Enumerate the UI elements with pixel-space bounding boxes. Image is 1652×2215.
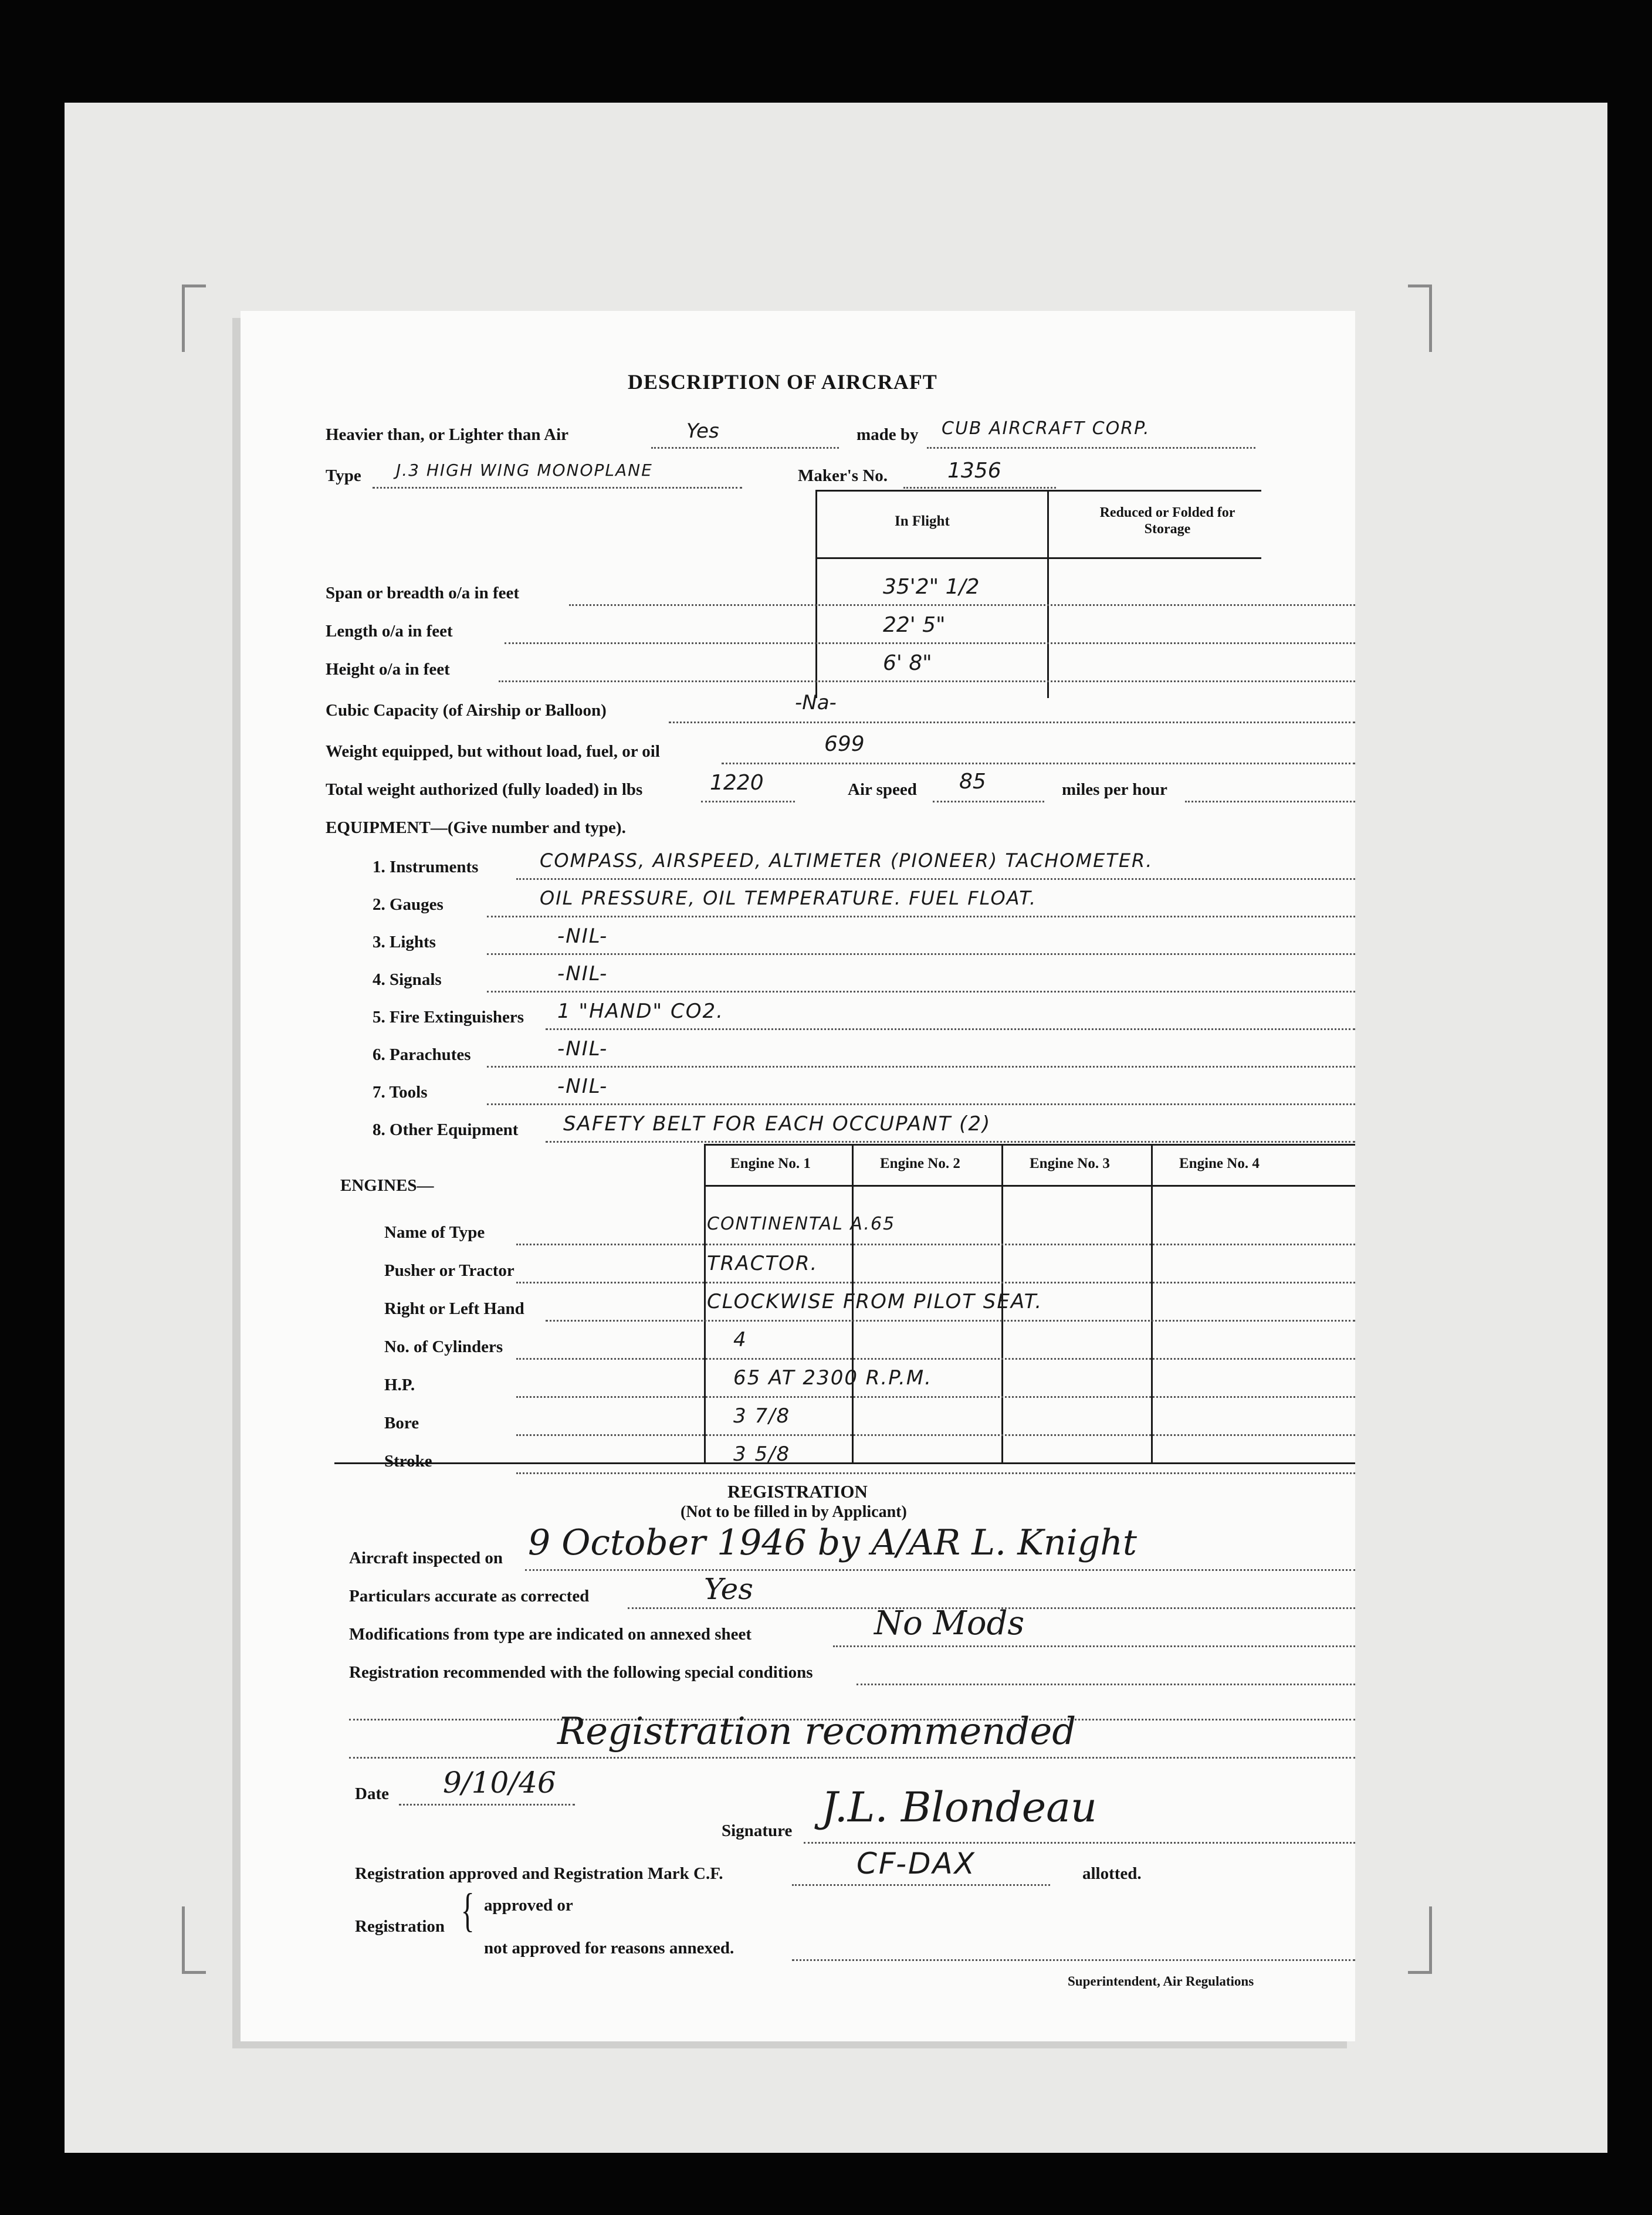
engine-row-value: 3 5/8: [733, 1442, 791, 1466]
dotted-line: [399, 1804, 575, 1806]
registration-title: REGISTRATION: [727, 1481, 868, 1502]
weight-equipped-label: Weight equipped, but without load, fuel, or oil: [326, 742, 660, 761]
type-label: Type: [326, 466, 361, 485]
dotted-line: [669, 722, 1355, 723]
table-border: [815, 490, 1261, 492]
dotted-line: [487, 916, 1355, 917]
engines-heading: ENGINES—: [340, 1176, 434, 1195]
approved-or-label: approved or: [484, 1896, 573, 1915]
inspected-label: Aircraft inspected on: [349, 1549, 503, 1567]
dotted-line: [804, 1842, 1355, 1844]
heavier-lighter-value: Yes: [686, 419, 719, 443]
table-border: [704, 1144, 706, 1464]
height-value: 6' 8": [883, 651, 932, 675]
dotted-line: [792, 1884, 1050, 1886]
table-border: [1047, 490, 1049, 698]
dotted-line: [487, 953, 1355, 955]
modifications-label: Modifications from type are indicated on annexed sheet: [349, 1625, 752, 1644]
height-label: Height o/a in feet: [326, 660, 450, 679]
equipment-label: 1. Instruments: [373, 858, 479, 876]
equipment-heading: EQUIPMENT—(Give number and type).: [326, 818, 626, 837]
equipment-value: OIL PRESSURE, OIL TEMPERATURE. FUEL FLOAT.: [540, 887, 1037, 909]
type-value: J.3 HIGH WING MONOPLANE: [396, 460, 653, 480]
dotted-line: [487, 1066, 1355, 1068]
span-label: Span or breadth o/a in feet: [326, 584, 520, 602]
length-value: 22' 5": [883, 613, 946, 637]
signature-label: Signature: [722, 1821, 793, 1840]
dotted-line: [505, 642, 1355, 644]
dotted-line: [525, 1569, 1355, 1571]
reduced-folded-header: Reduced or Folded for Storage: [1099, 505, 1235, 537]
dotted-line: [1185, 801, 1355, 802]
equipment-label: 3. Lights: [373, 933, 436, 951]
dotted-line: [487, 1103, 1355, 1105]
equipment-label: 5. Fire Extinguishers: [373, 1008, 524, 1027]
particulars-value: Yes: [704, 1572, 753, 1606]
engine-header-3: Engine No. 3: [1030, 1156, 1110, 1171]
dotted-line: [927, 447, 1255, 449]
dotted-line: [933, 801, 1044, 802]
engine-header-2: Engine No. 2: [880, 1156, 960, 1171]
date-label: Date: [355, 1784, 389, 1803]
dotted-line: [516, 1472, 1355, 1474]
equipment-value: -NIL-: [557, 1075, 608, 1098]
length-label: Length o/a in feet: [326, 622, 453, 641]
cubic-capacity-value: -Na-: [795, 691, 837, 714]
heavier-lighter-label: Heavier than, or Lighter than Air: [326, 425, 569, 444]
dotted-line: [516, 1244, 1355, 1245]
air-speed-label: Air speed: [848, 780, 917, 799]
table-border: [1151, 1144, 1153, 1464]
equipment-value: -NIL-: [557, 924, 608, 948]
engine-row-label: No. of Cylinders: [384, 1337, 503, 1356]
brace: {: [461, 1885, 475, 1936]
dotted-line: [903, 487, 1056, 489]
engine-row-label: H.P.: [384, 1376, 415, 1394]
equipment-label: 6. Parachutes: [373, 1045, 471, 1064]
table-rule: [704, 1185, 1355, 1187]
dotted-line: [349, 1757, 1355, 1759]
dotted-line: [546, 1320, 1355, 1322]
dotted-line: [651, 447, 839, 449]
dotted-line: [487, 991, 1355, 993]
dotted-line: [857, 1684, 1355, 1685]
equipment-label: 4. Signals: [373, 970, 442, 989]
engine-row-label: Pusher or Tractor: [384, 1261, 514, 1280]
not-approved-label: not approved for reasons annexed.: [484, 1939, 734, 1957]
registration-label: Registration: [355, 1917, 445, 1936]
dotted-line: [569, 604, 1355, 606]
engine-header-1: Engine No. 1: [730, 1156, 811, 1171]
equipment-label: 2. Gauges: [373, 895, 444, 914]
makers-no-value: 1356: [947, 459, 1001, 483]
dotted-line: [833, 1645, 1355, 1647]
aircraft-description-form: [241, 311, 1355, 2041]
engine-row-label: Right or Left Hand: [384, 1299, 524, 1318]
corner-bracket: [182, 1906, 206, 1974]
engine-row-value: TRACTOR.: [707, 1252, 818, 1275]
mph-label: miles per hour: [1062, 780, 1167, 799]
engine-row-value: 65 AT 2300 R.P.M.: [733, 1366, 932, 1390]
corner-bracket: [182, 285, 206, 352]
equipment-value: -NIL-: [557, 1037, 608, 1061]
dotted-line: [546, 1028, 1355, 1030]
weight-equipped-value: 699: [824, 732, 865, 756]
approved-mark-label: Registration approved and Registration Mark C.F.: [355, 1864, 723, 1883]
modifications-value: No Mods: [874, 1604, 1025, 1642]
dotted-line: [516, 1282, 1355, 1283]
dotted-line: [701, 801, 795, 802]
engine-row-label: Name of Type: [384, 1223, 485, 1242]
equipment-value: SAFETY BELT FOR EACH OCCUPANT (2): [563, 1112, 991, 1136]
equipment-label: 7. Tools: [373, 1083, 428, 1102]
engine-row-label: Stroke: [384, 1452, 432, 1471]
registration-mark-value: CF-DAX: [857, 1847, 976, 1881]
dotted-line: [516, 1358, 1355, 1360]
equipment-value: -NIL-: [557, 962, 608, 985]
corner-bracket: [1408, 1906, 1432, 1974]
date-value: 9/10/46: [443, 1766, 556, 1800]
air-speed-value: 85: [959, 770, 986, 794]
dotted-line: [499, 680, 1355, 682]
signature-value: J.L. Blondeau: [821, 1783, 1097, 1831]
engine-row-label: Bore: [384, 1414, 419, 1432]
in-flight-header: In Flight: [895, 513, 950, 529]
made-by-label: made by: [857, 425, 919, 444]
equipment-value: COMPASS, AIRSPEED, ALTIMETER (PIONEER) TACHOMETER.: [540, 849, 1153, 872]
corner-bracket: [1408, 285, 1432, 352]
engine-row-value: 4: [733, 1328, 747, 1352]
engine-row-value: CLOCKWISE FROM PILOT SEAT.: [707, 1290, 1043, 1313]
recommended-label: Registration recommended with the following special conditions: [349, 1663, 813, 1682]
table-border: [815, 490, 817, 698]
registration-subtitle: (Not to be filled in by Applicant): [681, 1503, 907, 1521]
makers-no-label: Maker's No.: [798, 466, 888, 485]
superintendent-label: Superintendent, Air Regulations: [1068, 1974, 1254, 1989]
table-border: [704, 1144, 1355, 1146]
engine-row-value: 3 7/8: [733, 1404, 791, 1428]
particulars-label: Particulars accurate as corrected: [349, 1587, 590, 1606]
inspected-value: 9 October 1946 by A/AR L. Knight: [528, 1522, 1138, 1563]
dotted-line: [546, 1141, 1355, 1143]
cubic-capacity-label: Cubic Capacity (of Airship or Balloon): [326, 701, 607, 720]
total-weight-value: 1220: [710, 771, 764, 795]
made-by-value: CUB AIRCRAFT CORP.: [942, 418, 1150, 439]
dotted-line: [792, 1959, 1355, 1961]
equipment-value: 1 "HAND" CO2.: [557, 1000, 724, 1023]
conditions-value: Registration recommended: [557, 1710, 1076, 1753]
engine-row-value: CONTINENTAL A.65: [707, 1214, 896, 1234]
table-rule: [815, 557, 1261, 559]
dotted-line: [516, 878, 1355, 880]
total-weight-label: Total weight authorized (fully loaded) in lbs: [326, 780, 643, 799]
equipment-label: 8. Other Equipment: [373, 1120, 519, 1139]
form-title: DESCRIPTION OF AIRCRAFT: [628, 370, 937, 394]
span-value: 35'2" 1/2: [883, 575, 980, 599]
dotted-line: [373, 487, 742, 489]
dotted-line: [516, 1434, 1355, 1436]
dotted-line: [516, 1396, 1355, 1398]
allotted-label: allotted.: [1082, 1864, 1142, 1883]
table-rule: [334, 1462, 1355, 1464]
engine-header-4: Engine No. 4: [1179, 1156, 1260, 1171]
dotted-line: [722, 763, 1355, 764]
